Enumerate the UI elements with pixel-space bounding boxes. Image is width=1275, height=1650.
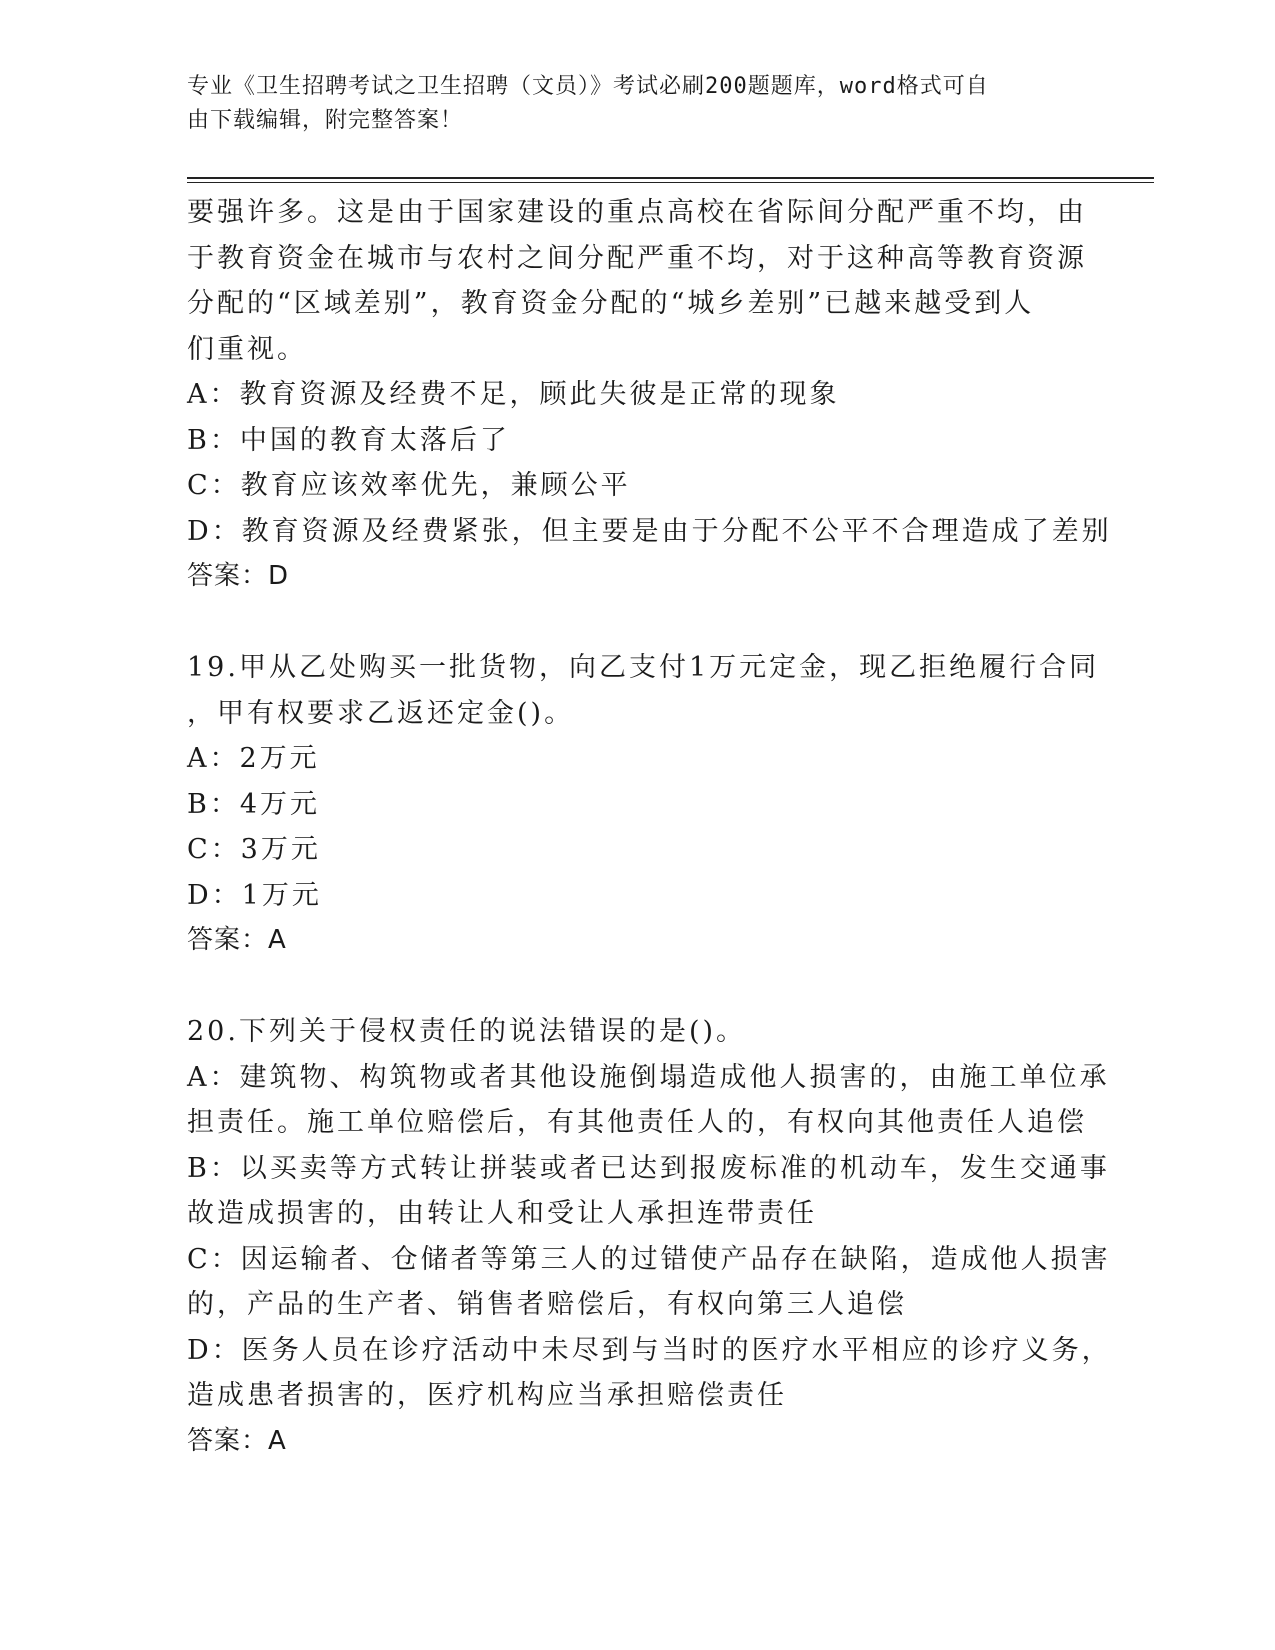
- header-line-1: 专业《卫生招聘考试之卫生招聘（文员）》考试必刷200题题库，word格式可自: [187, 74, 989, 99]
- question-stem-line: 19.甲从乙处购买一批货物，向乙支付1万元定金，现乙拒绝履行合同: [187, 652, 1100, 683]
- question-spacer: [187, 600, 1087, 646]
- document-body: [187, 190, 1112, 1464]
- answer-line: 答案：D: [187, 561, 290, 591]
- question-stem-line: 于教育资金在城市与农村之间分配严重不均，对于这种高等教育资源: [187, 242, 1087, 274]
- option-b: B：中国的教育太落后了: [187, 424, 510, 456]
- option-c-line: 的，产品的生产者、销售者赔偿后，有权向第三人追偿: [187, 1289, 907, 1320]
- option-d-line: D：医务人员在诊疗活动中未尽到与当时的医疗水平相应的诊疗义务，: [187, 1334, 1112, 1366]
- option-b-line: B：以买卖等方式转让拼装或者已达到报废标准的机动车，发生交通事: [187, 1152, 1110, 1184]
- question-19: [187, 645, 1100, 964]
- question-stem-line: 20.下列关于侵权责任的说法错误的是()。: [187, 1016, 747, 1047]
- option-c-line: C：因运输者、仓储者等第三人的过错使产品存在缺陷，造成他人损害: [187, 1243, 1111, 1275]
- question-18-continued: [187, 190, 1112, 600]
- question-stem-line: ，甲有权要求乙返还定金()。: [187, 697, 575, 729]
- option-a-line: A：建筑物、构筑物或者其他设施倒塌造成他人损害的，由施工单位承: [187, 1061, 1110, 1093]
- header-divider-thick: [187, 177, 1154, 179]
- question-spacer: [187, 964, 1087, 1010]
- option-a: A：2万元: [187, 743, 320, 774]
- option-d-line: 造成患者损害的，医疗机构应当承担赔偿责任: [187, 1380, 787, 1411]
- option-b: B：4万元: [187, 788, 321, 820]
- option-d: D：教育资源及经费紧张，但主要是由于分配不公平不合理造成了差别: [187, 515, 1112, 547]
- answer-line: 答案：A: [187, 925, 287, 955]
- option-d: D：1万元: [187, 879, 322, 911]
- option-c: C：教育应该效率优先，兼顾公平: [187, 470, 631, 501]
- option-a-line: 担责任。施工单位赔偿后，有其他责任人的，有权向其他责任人追偿: [187, 1107, 1087, 1138]
- question-stem-line: 们重视。: [187, 333, 307, 365]
- question-20: [187, 1009, 1112, 1464]
- option-a: A：教育资源及经费不足，顾此失彼是正常的现象: [187, 379, 840, 410]
- option-b-line: 故造成损害的，由转让人和受让人承担连带责任: [187, 1198, 817, 1229]
- header-line-2: 由下载编辑，附完整答案！: [187, 108, 464, 133]
- page-header: [187, 70, 1067, 138]
- question-stem-line: 要强许多。这是由于国家建设的重点高校在省际间分配严重不均，由: [187, 197, 1087, 228]
- answer-line: 答案：A: [187, 1425, 287, 1456]
- header-divider-thin: [187, 182, 1154, 183]
- question-stem-line: 分配的“区域差别”，教育资金分配的“城乡差别”已越来越受到人: [187, 288, 1035, 319]
- option-c: C：3万元: [187, 834, 321, 865]
